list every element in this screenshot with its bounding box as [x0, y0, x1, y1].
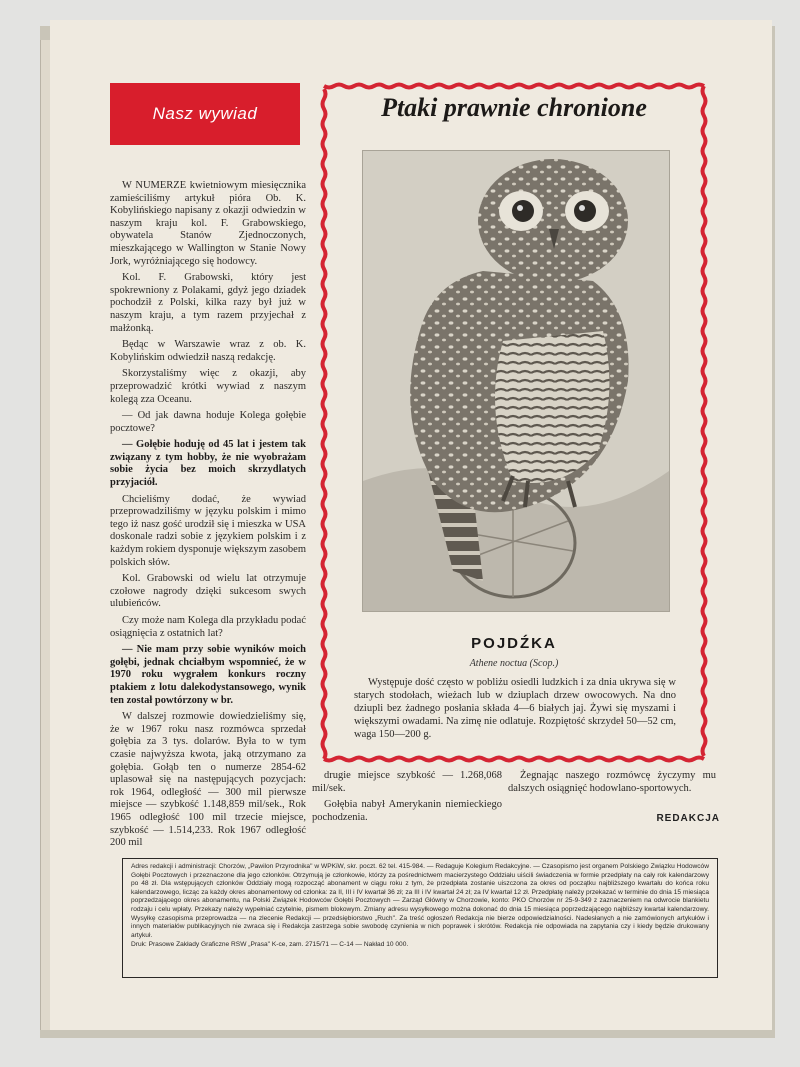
- species-description: Występuje dość często w pobliżu osiedli ludzkich i za dnia ukrywa się w starych stodołach, wieżach lub w dziuplach drzew owocowych. Na dno dziupli bez żadnego posłania składa 4—6 białych jaj. Żywi się myszami i większymi owadami. Na zimę nie odlatuje. Rozpiętość skrzydeł 50—52 cm, waga 150—200 g.: [354, 677, 676, 740]
- paragraph: Skorzystaliśmy więc z okazji, aby przeprowadzić krótki wywiad z naszym kolegą zza Oceanu.: [110, 368, 306, 405]
- paragraph: — Gołębie hoduję od 45 lat i jestem tak związany z tym hobby, że nie wyobrażam sobie życia bez moich skrzydlatych przyjaciół.: [110, 439, 306, 489]
- protected-birds-box: [318, 80, 710, 765]
- paragraph: Żegnając naszego rozmówcę życzymy mu dalszych osiągnięć hodowlano-sportowych.: [508, 770, 716, 794]
- section-label: Nasz wywiad: [110, 83, 300, 145]
- latin-name: Athene noctua (Scop.): [469, 658, 559, 669]
- box-title: Ptaki prawnie chronione: [381, 93, 647, 122]
- paragraph: Czy może nam Kolega dla przykładu podać osiągnięcia z ostatnich lat?: [110, 615, 306, 639]
- signature: REDAKCJA: [656, 813, 720, 824]
- paragraph: Będąc w Warszawie wraz z ob. K. Kobylińskim odwiedził naszą redakcję.: [110, 339, 306, 363]
- paragraph: Chcieliśmy dodać, że wywiad przeprowadziliśmy w języku polskim i mimo tego iż nasz gość urodził się i mieszka w USA doskonale radzi sobie z językiem polskim i z każdym rokiem dysponuje większym zasobem polskich słów.: [110, 493, 306, 568]
- paragraph: Kol. Grabowski od wielu lat otrzymuje czołowe nagrody dzięki sukcesom swych ulubieńców.: [110, 573, 306, 610]
- owl-illustration: [362, 150, 670, 612]
- printer-line: Druk: Prasowe Zakłady Graficzne RSW „Prasa" K-ce, zam. 2715/71 — C-14 — Nakład 10 000.: [131, 941, 409, 949]
- paragraph: — Nie mam przy sobie wyników moich gołębi, jednak chciałbym wspomnieć, że w 1970 roku wygrałem konkurs roczny ptakiem z lotu dalekodystansowego, wynik ten został powtórzony w br.: [110, 644, 306, 706]
- continuation-column: [312, 770, 502, 860]
- paragraph: Kol. F. Grabowski, który jest spokrewniony z Polakami, gdyż jego dziadek pochodził z Polski, kilka razy był już w naszym kraju, a tym razem przyjechał z małżonką.: [110, 272, 306, 334]
- imprint-text: Adres redakcji i administracji: Chorzów, „Pawilon Przyrodnika" w WPKiW, skr. poczt. 62 tel. 415-984. — Redaguje Kolegium Redakcyjne. — Czasopismo jest organem Polskiego Związku Hodowców Gołębi Pocztowych i przeznaczone dla jego członków. Otrzymują je członkowie, którzy za pośrednictwem macierzystego Oddziału uiścili świadczenia w formie przedpłaty na cały rok kalendarzowy po 48 zł. Dla wstępujących członków Oddziały mogą rozpocząć abonament w ciągu roku z tym, że przedpłata zostanie uiszczona za okres od początku najbliższego kwartału do końca roku kalendarzowego, licząc za każdy okres abonamentowy od członka: za II, III i IV kwartał 36 zł; za III i IV kwartał 24 zł; za IV kwartał 12 zł. Przedpłatę należy przekazać w terminie do dnia 15 miesiąca poprzedzającego okres abonamentu, na Polski Związek Hodowców Gołębi Pocztowych — Zarząd Główny w Chorzowie, konto: PKO Chorzów nr 25-9-349 z zaznaczeniem na odwrocie blankietu rodzaju i celu wpłaty. Przekazy należy wypełniać czytelnie, pismem blokowym. Zmiany adresu wysyłkowego można dokonać do dnia 15 miesiąca poprzedzającego najbliższy kwartał kalendarzowy. Wysyłkę czasopisma przeprowadza — na zlecenie Redakcji — przedsiębiorstwo „Ruch". Za treść ogłoszeń Redakcja nie bierze odpowiedzialności. Nadesłanych a nie zamówionych artykułów i innych materiałów publikacyjnych nie zwraca się i Redakcja zastrzega sobie swobodę czynienia w nich poprawek i skrótów. Redakcja nie odpowiada na zapytania czy i kiedy będzie drukowany artykuł.: [131, 863, 709, 939]
- paragraph: — Od jak dawna hoduje Kolega gołębie pocztowe?: [110, 410, 306, 434]
- paragraph: W dalszej rozmowie dowiedzieliśmy się, że w 1967 roku nasz rozmówca sprzedał gołębia za 3 tys. dolarów. Była to w tym czasie najwyższa kwota, jaką otrzymano za gołębia. Gołąb ten o numerze 2854-62 uplasował się na następujących pozycjach: rok 1964, odległość — 300 mil pierwsze miejsce — szybkość 1.148,859 mil/sek., Rok 1965 odległość 100 mil trzecie miejsce, szybkość — 1.514,233. Rok 1967 odległość 200 mil: [110, 711, 306, 849]
- closing-column: [508, 770, 716, 810]
- magazine-page: [50, 20, 772, 1030]
- publisher-imprint: [122, 858, 718, 978]
- paragraph: Gołębia nabył Amerykanin niemieckiego pochodzenia.: [312, 799, 502, 823]
- paragraph: drugie miejsce szybkość — 1.268,068 mil/sek.: [312, 770, 502, 794]
- interview-column: [110, 180, 306, 849]
- paragraph: W NUMERZE kwietniowym miesięcznika zamieściliśmy artykuł pióra Ob. K. Kobylińskiego napisany z okazji odwiedzin w naszym kraju kol. F. Grabowskiego, obywatela Stanów Zjednoczonych, mieszkającego w Wallington w Stanie Nowy Jork, wyróżniającego się hodowcy.: [110, 180, 306, 267]
- species-name: POJDŹKA: [471, 635, 557, 652]
